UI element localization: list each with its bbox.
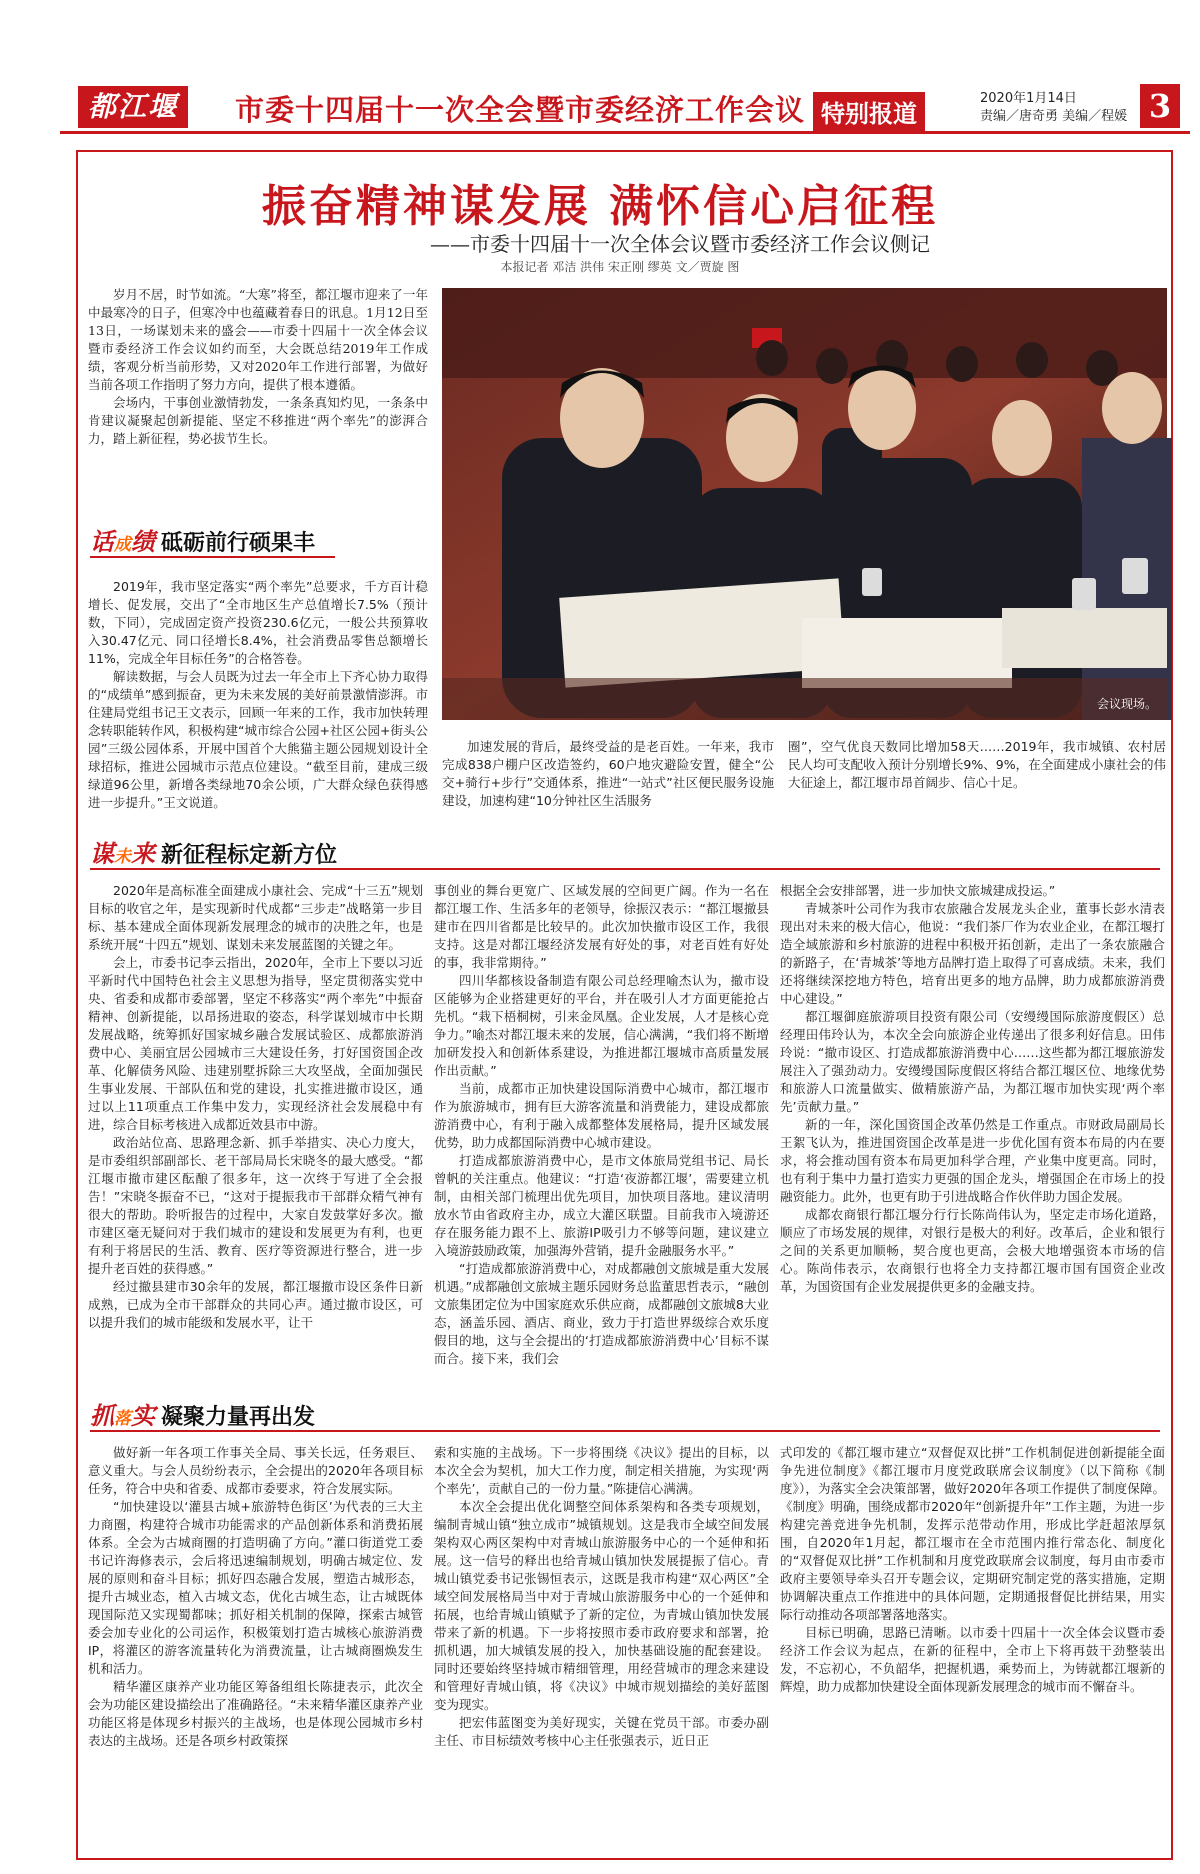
paragraph: 新的一年，深化国资国企改革仍然是工作重点。市财政局副局长王絮飞认为，推进国资国企改革是进一步优化国有资本布局的内在要求，将会推动国有资本布局更加科学合理，产业集中度更高。同时，也有利于集中力量打造实力更强的国企龙头，增强国企在市场上的投融资能力。此外，也更有助于引进战略合作伙伴助力国企发展。 xyxy=(780,1117,1165,1204)
paragraph: 会上，市委书记李云指出，2020年，全市上下要以习近平新时代中国特色社会主义思想为指导，坚定贯彻落实党中央、省委和成都市委部署，坚定不移落实“两个率先”中振奋精神、创新提能，以昂扬进取的姿态，科学谋划城市中长期发展战略，统筹抓好国家城乡融合发展试验区、成都旅游消费中心、美丽宜居公园城市三大建设任务，打好国资国企改革、化解债务风险、违建别墅拆除三大攻坚战，全面加强民生事业发展、干部队伍和党的建设，扎实推进撤市设区，通过以上11项重点工作集中发力，实现经济社会发展稳中有进，综合目标考核进入成都近效县市中游。 xyxy=(88,955,423,1132)
column-3-3 xyxy=(780,1444,1165,1854)
paragraph: 目标已明确，思路已清晰。以市委十四届十一次全体会议暨市委经济工作会议为起点，在新的征程中，全市上下将再鼓干劲整装出发，不忘初心，不负韶华，把握机遇，乘势而上，为铸就都江堰新的辉煌，助力成都加快建设全面体现新发展理念的城市而不懈奋斗。 xyxy=(780,1625,1165,1694)
headline: 振奋精神谋发展 满怀信心启征程 xyxy=(261,181,939,232)
column-1-3 xyxy=(788,738,1166,812)
calli-char: 落 xyxy=(114,1409,131,1429)
paragraph: 索和实施的主战场。下一步将围绕《决议》提出的目标，以本次全会为契机，加大工作力度，制定相关措施，为实现‘两个率先’，贡献自己的一份力量。”陈捷信心满满。 xyxy=(434,1445,769,1496)
paragraph: 圈”，空气优良天数同比增加58天……2019年，我市城镇、农村居民人均可支配收入预计分别增长9%、9%，在全面建成小康社会的伟大征途上，都江堰市昂首阔步、信心十足。 xyxy=(788,739,1166,790)
paragraph: “加快建设以‘灌县古城+旅游特色街区’为代表的三大主力商圈，构建符合城市功能需求的产品创新体系和消费拓展体系。全会为古城商圈的打造明确了方向。”灌口街道党工委书记许海修表示，会后将迅速编制规划，明确古城定位、发展的原则和奋斗目标；抓好四态融合发展，塑造古城形态，提升古城业态，植入古城文态，优化古城生态，让古城既体现国际范又实现蜀都味；抓好相关机制的保障，探索古城管委会加专业化的公司运作，积极策划打造古城核心旅游消费IP，将灌区的游客流量转化为消费流量，让古城商圈焕发生机和活力。 xyxy=(88,1499,423,1676)
masthead xyxy=(60,84,1190,165)
paragraph: 式印发的《都江堰市建立“双督促双比拼”工作机制促进创新提能全面争先进位制度》《都江堰市月度党政联席会议制度》（以下简称《制度》），为落实全会决策部署，做好2020年各项工作提供了制度保障。《制度》明确，围绕成都市2020年“创新提升年”工作主题，为进一步构建完善竞进争先机制，发挥示范带动作用，形成比学赶超浓厚氛围，自2020年1月起，都江堰市在全市范围内推行常态化、制度化的“双督促双比拼”工作机制和月度党政联席会议制度，每月由市委市政府主要领导牵头召开专题会议，定期研究制定党的落实措施，定期协调解决重点工作推进中的具体问题，定期通报督促比拼结果，用实际行动推动各项部署落地落实。 xyxy=(780,1445,1165,1622)
paragraph: 精华灌区康养产业功能区筹备组组长陈捷表示，此次全会为功能区建设描绘出了准确路径。“未来精华灌区康养产业功能区将是体现乡村振兴的主战场，也是体现公园城市乡村表达的主战场。还是各项乡村政策探 xyxy=(88,1679,423,1748)
column-3-1 xyxy=(88,1444,423,1854)
paragraph: 青城茶叶公司作为我市农旅融合发展龙头企业，董事长彭水清表现出对未来的极大信心，他说：“我们茶厂作为农业企业，在都江堰打造全域旅游和乡村旅游的进程中积极开拓创新，走出了一条农旅融合的新路子，在‘青城茶’等地方品牌打造上取得了可喜成绩。未来，我们还将继续深挖地方特色，培育出更多的地方品牌，助力成都旅游消费中心建设。” xyxy=(780,901,1165,1006)
calli-char: 谋 xyxy=(90,839,114,868)
paragraph: 做好新一年各项工作事关全局、事关长远，任务艰巨、意义重大。与会人员纷纷表示，全会提出的2020年各项目标任务，符合中央和省委、成都市委要求，符合发展实际。 xyxy=(88,1445,423,1496)
paragraph: 根据全会安排部署，进一步加快文旅城建成投运。” xyxy=(780,883,1056,898)
section-rule xyxy=(90,556,335,558)
paragraph: 加速发展的背后，最终受益的是老百姓。一年来，我市完成838户棚户区改造签约，60户地灾避险安置，健全“公交+骑行+步行”交通体系，推进“一站式”社区便民服务设施建设，加速构建“10分钟社区生活服务 xyxy=(442,739,774,808)
calligraphy-label xyxy=(90,834,155,869)
calli-char: 话 xyxy=(90,527,114,556)
column-1-1 xyxy=(88,578,428,810)
paragraph: 成都农商银行都江堰分行行长陈尚伟认为，坚定走市场化道路，顺应了市场发展的规律，对银行是极大的利好。改革后，企业和银行之间的关系更加顺畅，契合度也更高，会极大地增强资本市场的信心。陈尚伟表示，农商银行也将全力支持都江堰市国有国资企业改革，为国资国有企业发展提供更多的金融支持。 xyxy=(780,1207,1165,1294)
photo-caption: 会议现场。 xyxy=(1096,697,1157,711)
lead-paragraph: 岁月不居，时节如流。“大寒”将至，都江堰市迎来了一年中最寒冷的日子，但寒冷中也蕴藏着春日的讯息。1月12日至13日，一场谋划未来的盛会——市委十四届十一次全体会议暨市委经济工作会议如约而至，大会既总结2019年工作成绩，客观分析当前形势，又对2020年工作进行部署，为做好当前各项工作指明了努力方向，提供了根本遵循。 xyxy=(88,287,428,392)
calli-char: 绩 xyxy=(131,527,155,556)
section-heading-future xyxy=(90,834,337,869)
calli-char: 未 xyxy=(114,847,131,867)
issue-meta xyxy=(980,90,1127,126)
subheadline: ——市委十四届十一次全体会议暨市委经济工作会议侧记 xyxy=(430,232,930,256)
column-2-3 xyxy=(780,882,1165,1384)
paragraph: 把宏伟蓝图变为美好现实，关键在党员干部。市委办副主任、市目标绩效考核中心主任张强表示，近日正 xyxy=(434,1715,769,1748)
meeting-photo xyxy=(442,288,1167,720)
calli-char: 实 xyxy=(131,1401,155,1430)
paragraph: 都江堰御庭旅游项目投资有限公司（安缦缦国际旅游度假区）总经理田伟玲认为，本次全会向旅游企业传递出了很多利好信息。田伟玲说：“撤市设区、打造成都旅游消费中心……这些都为都江堰旅游发展注入了强劲动力。安缦缦国际度假区将结合都江堰区位、地缘优势和旅游人口流量做实、做精旅游产品，为都江堰市加快实现‘两个率先’贡献力量。” xyxy=(780,1009,1165,1114)
paragraph: 经过撤县建市30余年的发展，都江堰撤市设区条件日新成熟，已成为全市干部群众的共同心声。通过撤市设区，可以提升我们的城市能级和发展水平，让干 xyxy=(88,1279,423,1330)
page-number: 3 xyxy=(1140,84,1180,128)
section-heading-implementation xyxy=(90,1396,315,1431)
section-rule xyxy=(90,1430,1160,1432)
paragraph: 解读数据，与会人员既为过去一年全市上下齐心协力取得的“成绩单”感到振奋，更为未来发展的美好前景激情澎湃。市住建局党组书记王文表示，回顾一年来的工作，我市加快转理念转职能转作风，积极构建“城市综合公园+社区公园+街头公园”三级公园体系，开展中国首个大熊猫主题公园规划设计全球招标，推进公园城市示范点位建设。“截至目前，建成三级绿道96公里，新增各类绿地70余公顷，广大群众绿色获得感进一步提升。”王文说道。 xyxy=(88,669,428,810)
column-2-1 xyxy=(88,882,423,1384)
column-1-2 xyxy=(442,738,774,812)
section-title-implementation: 凝聚力量再出发 xyxy=(161,1404,316,1430)
section-title-achievements: 砥砺前行硕果丰 xyxy=(161,530,316,556)
lead-paragraph: 会场内，干事创业激情勃发，一条条真知灼见，一条条中肯建议凝聚起创新提能、坚定不移推进“两个率先”的澎湃合力，踏上新征程，势必拔节生长。 xyxy=(88,395,428,446)
paragraph: 2020年是高标准全面建成小康社会、完成“十三五”规划目标的收官之年，是实现新时代成都“三步走”战略第一步目标、基本建成全面体现新发展理念的城市的决胜之年，也是系统开展“十四五”规划、谋划未来发展蓝图的关键之年。 xyxy=(88,883,423,952)
calligraphy-label xyxy=(90,1396,155,1431)
paragraph: 四川华都核设备制造有限公司总经理喻杰认为，撤市设区能够为企业搭建更好的平台，并在吸引人才方面更能抢占先机。“栽下梧桐树，引来金凤凰。企业发展，人才是核心竞争力。”喻杰对都江堰未来的发展，信心满满，“我们将不断增加研发投入和创新体系建设，为推进都江堰城市高质量发展作出贡献。” xyxy=(434,973,769,1078)
calli-char: 抓 xyxy=(90,1401,114,1430)
paragraph: 事创业的舞台更宽广、区域发展的空间更广阔。作为一名在都江堰工作、生活多年的老领导，徐振汉表示：“都江堰撤县建市在四川省都是比较早的。此次加快撤市设区工作，我很支持。这是对都江堰经济发展有好处的事，对老百姓有好处的事，我非常期待。” xyxy=(434,883,769,970)
section-rule xyxy=(90,868,1160,870)
section-title: 市委十四届十一次全会暨市委经济工作会议 xyxy=(235,93,806,127)
paragraph: 2019年，我市坚定落实“两个率先”总要求，千方百计稳增长、促发展，交出了“全市地区生产总值增长7.5%（预计数，下同），完成固定资产投资230.6亿元，一般公共预算收入30.47亿元、同口径增长8.4%，社会消费品零售总额增长11%，完成全年目标任务”的合格答卷。 xyxy=(88,579,428,666)
calli-char: 来 xyxy=(131,839,155,868)
column-2-2 xyxy=(434,882,769,1384)
editors: 责编／唐奇勇 美编／程媛 xyxy=(980,109,1128,124)
paragraph: 政治站位高、思路理念新、抓手举措实、决心力度大，是市委组织部副部长、老干部局局长宋晓冬的最大感受。“都江堰市撤市建区酝酿了很多年，这一次终于写进了全会报告！”宋晓冬振奋不已，“这对于提振我市干部群众精气神有很大的帮助。聆听报告的过程中，大家自发鼓掌好多次。撤市建区毫无疑问对于我们城市的建设和发展更为有利，也更有利于将居民的生活、教育、医疗等资源进行整合，进一步提升老百姓的获得感。” xyxy=(88,1135,423,1276)
paragraph: 当前，成都市正加快建设国际消费中心城市，都江堰市作为旅游城市，拥有巨大游客流量和消费能力，建设成都旅游消费中心，有利于融入成都整体发展格局，提升区域发展优势，助力成都国际消费中心城市建设。 xyxy=(434,1081,769,1150)
calligraphy-label xyxy=(90,522,155,557)
paragraph: 本次全会提出优化调整空间体系架构和各类专项规划，编制青城山镇“独立成市”城镇规划。这是我市全域空间发展架构双心两区架构中对青城山旅游服务中心的一个延伸和拓展。这一信号的释出也给青城山镇加快发展提振了信心。青城山镇党委书记张锡恒表示，这既是我市构建“双心两区”全域空间发展格局当中对于青城山旅游服务中心的一个延伸和拓展，也给青城山镇赋予了新的定位，为青城山镇加快发展带来了新的机遇。下一步将按照市委市政府要求和部署，抢抓机遇，加大城镇发展的投入，加快基础设施的配套建设。同时还要始终坚持城市精细管理，用经营城市的理念来建设和管理好青城山镇，将《决议》中城市规划描绘的美好蓝图变为现实。 xyxy=(434,1499,769,1712)
section-title-future: 新征程标定新方位 xyxy=(161,842,338,868)
byline: 本报记者 邓洁 洪伟 宋正刚 缪英 文／贾旋 图 xyxy=(500,260,740,274)
paragraph: “打造成都旅游消费中心，对成都融创文旅城是重大发展机遇。”成都融创文旅城主题乐园财务总监董思哲表示，“融创文旅集团定位为中国家庭欢乐供应商，成都融创文旅城8大业态，涵盖乐园、酒店、商业，致力于打造世界级综合欢乐度假目的地，这与全会提出的‘打造成都旅游消费中心’目标不谋而合。接下来，我们会 xyxy=(434,1261,769,1366)
calli-char: 成 xyxy=(114,535,131,555)
column-3-2 xyxy=(434,1444,769,1854)
paragraph: 打造成都旅游消费中心，是市文体旅局党组书记、局长曾帆的关注重点。他建议：“打造‘夜游都江堰’，需要建立机制，由相关部门梳理出优先项目，加快项目落地。建议清明放水节由省政府主办，成立大灌区联盟。目前我市入境游还存在服务能力跟不上、旅游IP吸引力不够等问题，建议建立入境游鼓励政策，加强海外营销，提升金融服务水平。” xyxy=(434,1153,769,1258)
lead-paragraphs xyxy=(88,286,428,472)
section-heading-achievements xyxy=(90,522,315,557)
paper-name-logo: 都江堰报 xyxy=(78,86,188,128)
special-report-tag: 特别报道 xyxy=(813,92,925,131)
issue-date: 2020年1月14日 xyxy=(980,91,1077,106)
